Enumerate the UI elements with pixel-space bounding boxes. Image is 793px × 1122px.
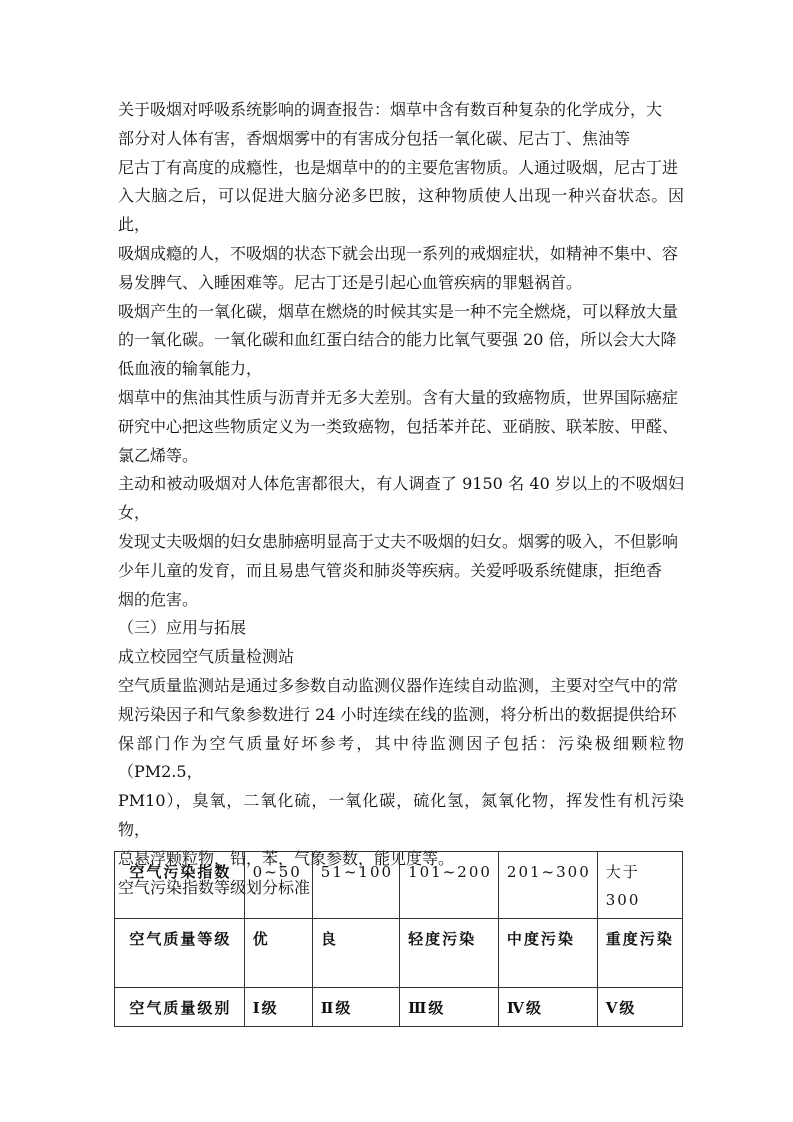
paragraph-carbon-monoxide [118, 298, 684, 384]
table-title: 空气污染指数等级划分标准 [118, 877, 311, 897]
text-line: 保部门作为空气质量好坏参考，其中待监测因子包括：污染极细颗粒物（PM2.5， [118, 733, 684, 782]
text-line: 氯乙烯等。 [118, 445, 199, 465]
text-line: 总悬浮颗粒物，铅，苯，气象参数，能见度等。 [118, 848, 455, 868]
text-line: 烟的危害。 [118, 589, 199, 609]
paragraph-nicotine [118, 154, 684, 298]
table-cell: 轻度污染 [400, 919, 499, 988]
text-line: 入大脑之后，可以促进大脑分泌多巴胺，这种物质使人出现一种兴奋状态。因此， [118, 186, 684, 235]
table-cell: 51~100 [312, 852, 399, 919]
text-line: 吸烟成瘾的人，不吸烟的状态下就会出现一系列的戒烟症状，如精神不集中、容 [118, 243, 679, 263]
text-line: 规污染因子和气象参数进行 24 小时连续在线的监测，将分析出的数据提供给环 [118, 704, 677, 724]
text-line: 低血液的输氧能力， [118, 359, 263, 379]
table-cell: 重度污染 [597, 919, 682, 988]
text-line: 研究中心把这些物质定义为一类致癌物，包括苯并芘、亚硝胺、联苯胺、甲醛、 [118, 416, 679, 436]
table-cell: Ⅱ级 [312, 988, 399, 1027]
table-cell: 201~300 [498, 852, 597, 919]
table-cell: 空气污染指数 [115, 852, 245, 919]
text-line: 尼古丁有高度的成瘾性，也是烟草中的的主要危害物质。人通过吸烟，尼古丁进 [118, 157, 679, 177]
aqi-table [114, 851, 683, 1027]
table-cell: 空气质量级别 [115, 988, 245, 1027]
table-cell: Ⅴ级 [597, 988, 682, 1027]
text-line: 吸烟产生的一氧化碳，烟草在燃烧的时候其实是一种不完全燃烧，可以释放大量 [118, 301, 679, 321]
table-cell: 中度污染 [498, 919, 597, 988]
document-body [118, 96, 684, 902]
paragraph-nicotine-intro [118, 96, 684, 154]
table-cell: Ⅲ级 [400, 988, 499, 1027]
table-cell: 优 [244, 919, 312, 988]
text-line: PM10），臭氧，二氧化硫，一氧化碳，硫化氢，氮氧化物，挥发性有机污染物， [118, 791, 684, 839]
text-line: 的一氧化碳。一氧化碳和血红蛋白结合的能力比氧气要强 20 倍，所以会大大降 [118, 330, 677, 350]
text-line: 发现丈夫吸烟的妇女患肺癌明显高于丈夫不吸烟的妇女。烟雾的吸入，不但影响 [118, 531, 679, 551]
table-cell: Ⅳ级 [498, 988, 597, 1027]
text-line: 易发脾气、入睡困难等。尼古丁还是引起心血管疾病的罪魁祸首。 [118, 272, 583, 292]
section-heading: （三）应用与拓展 [118, 618, 247, 638]
table-cell: 0~50 [244, 852, 312, 919]
table-cell: 大于 300 [597, 852, 682, 919]
table-cell: 良 [312, 919, 399, 988]
table-row [115, 852, 683, 919]
text-line: 主动和被动吸烟对人体危害都很大，有人调查了 9150 名 40 岁以上的不吸烟妇女， [118, 474, 684, 523]
paragraph-tar [118, 384, 684, 470]
table-row [115, 988, 683, 1027]
paragraph-monitoring-station [118, 672, 684, 874]
text-line: 空气质量监测站是通过多参数自动监测仪器作连续自动监测，主要对空气中的常 [118, 675, 679, 695]
table-cell: 空气质量等级 [115, 919, 245, 988]
text-line: 烟草中的焦油其性质与沥青并无多大差别。含有大量的致癌物质，世界国际癌症 [118, 387, 679, 407]
subheading: 成立校园空气质量检测站 [118, 647, 295, 667]
paragraph-passive-smoking [118, 470, 684, 614]
table-cell: 101~200 [400, 852, 499, 919]
text-line: 少年儿童的发育，而且易患气管炎和肺炎等疾病。关爱呼吸系统健康，拒绝香 [118, 560, 663, 580]
text-line: 部分对人体有害，香烟烟雾中的有害成分包括一氧化碳、尼古丁、焦油等 [118, 128, 631, 148]
table-row [115, 919, 683, 988]
table-cell: Ⅰ级 [244, 988, 312, 1027]
text-line: 关于吸烟对呼吸系统影响的调查报告：烟草中含有数百种复杂的化学成分，大 [118, 100, 663, 119]
